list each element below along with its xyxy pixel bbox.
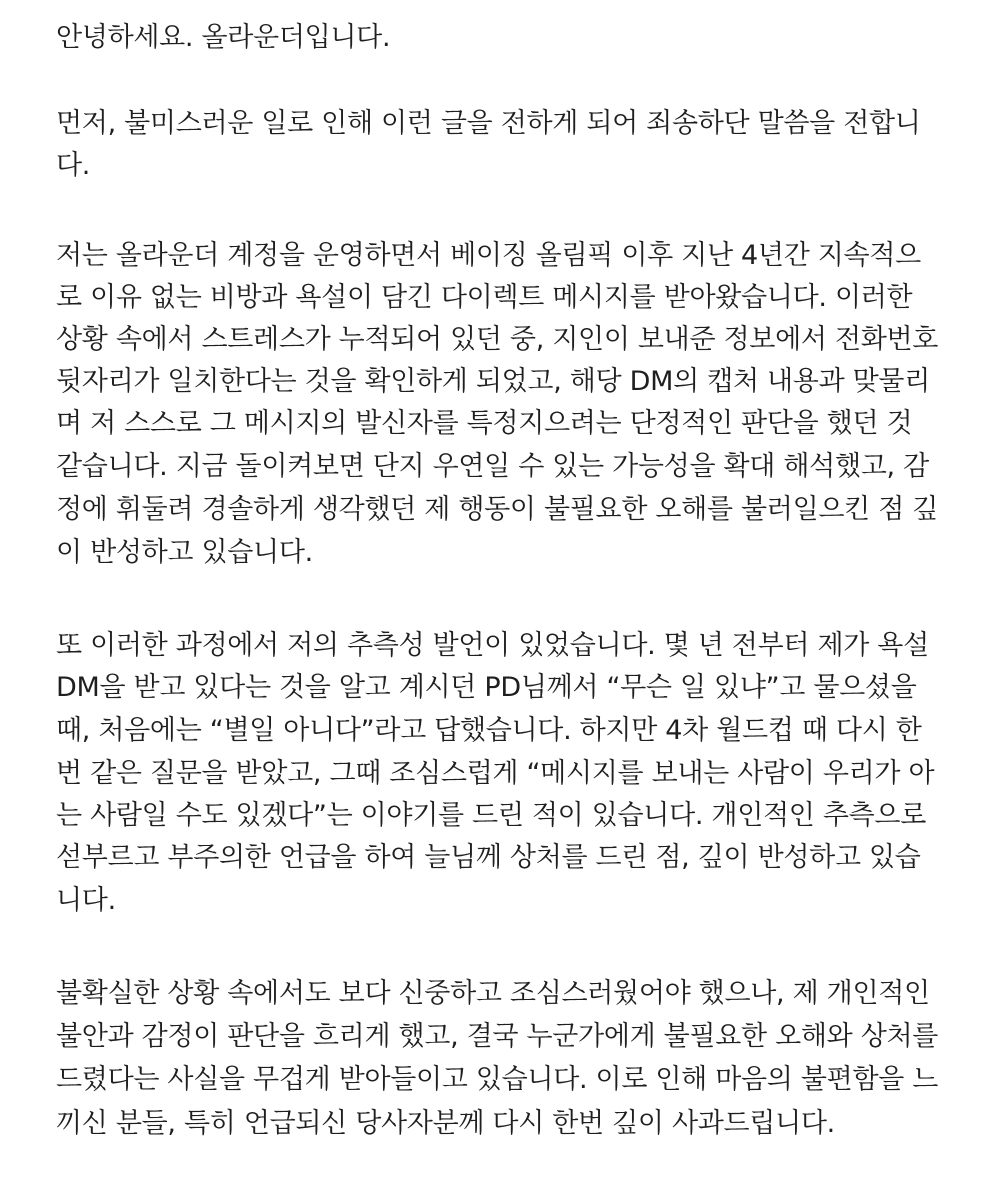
text-line: 안녕하세요. 올라운더입니다.: [56, 22, 391, 53]
text-line: 저는 올라운더 계정을 운영하면서 베이징 올림픽 이후 지난 4년간 지속적으: [56, 240, 921, 271]
text-line: 때, 처음에는 “별일 아니다”라고 답했습니다. 하지만 4차 월드컵 때 다시 한: [56, 715, 922, 746]
text-line: 로 이유 없는 비방과 욕설이 담긴 다이렉트 메시지를 받아왔습니다. 이러한: [56, 282, 913, 313]
text-line: 니다.: [56, 885, 116, 916]
text-line: 뒷자리가 일치한다는 것을 확인하게 되었고, 해당 DM의 캡처 내용과 맞물리: [56, 366, 930, 397]
text-line: 정에 휘둘려 경솔하게 생각했던 제 행동이 불필요한 오해를 불러일으킨 점 깊: [56, 494, 939, 525]
text-line: 불안과 감정이 판단을 흐리게 했고, 결국 누군가에게 불필요한 오해와 상처를: [56, 1021, 939, 1052]
text-line: 다.: [56, 150, 91, 181]
text-line: 번 같은 질문을 받았고, 그때 조심스럽게 “메시지를 보내는 사람이 우리가 아: [56, 758, 935, 789]
text-line: 며 저 스스로 그 메시지의 발신자를 특정지으려는 단정적인 판단을 했던 것: [56, 408, 913, 439]
text-line: 섣부르고 부주의한 언급을 하여 늘님께 상처를 드린 점, 깊이 반성하고 있습: [56, 842, 921, 873]
text-line: DM을 받고 있다는 것을 알고 계시던 PD님께서 “무슨 일 있냐”고 물으셨을: [56, 672, 917, 703]
text-line: 또 이러한 과정에서 저의 추측성 발언이 있었습니다. 몇 년 전부터 제가 욕설: [56, 630, 929, 661]
text-line: 끼신 분들, 특히 언급되신 당사자분께 다시 한번 깊이 사과드립니다.: [56, 1108, 835, 1139]
text-line: 불확실한 상황 속에서도 보다 신중하고 조심스러웠어야 했으나, 제 개인적인: [56, 978, 930, 1009]
text-line: 이 반성하고 있습니다.: [56, 537, 313, 568]
text-line: 드렸다는 사실을 무겁게 받아들이고 있습니다. 이로 인해 마음의 불편함을 느: [56, 1064, 939, 1095]
text-line: 는 사람일 수도 있겠다”는 이야기를 드린 적이 있습니다. 개인적인 추측으로: [56, 800, 926, 831]
text-line: 상황 속에서 스트레스가 누적되어 있던 중, 지인이 보내준 정보에서 전화번호: [56, 324, 939, 355]
text-line: 같습니다. 지금 돌이켜보면 단지 우연일 수 있는 가능성을 확대 해석했고, 감: [56, 451, 929, 482]
text-line: 먼저, 불미스러운 일로 인해 이런 글을 전하게 되어 죄송하단 말씀을 전합니: [56, 108, 921, 139]
